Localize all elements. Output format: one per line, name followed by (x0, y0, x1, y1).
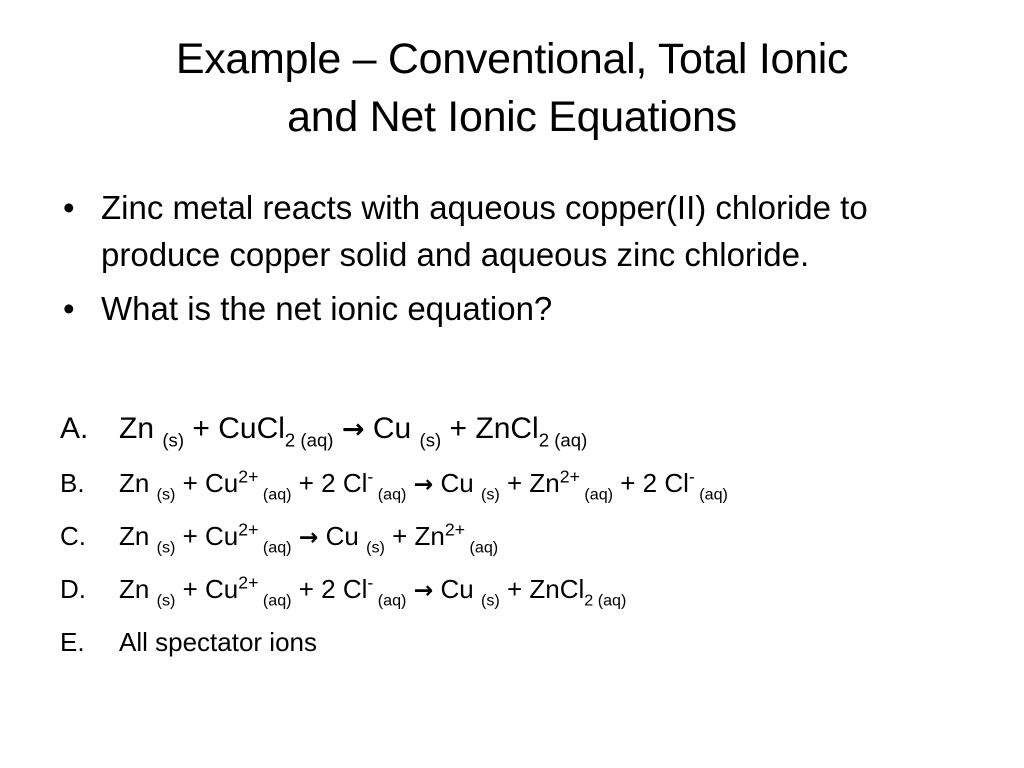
eq-superscript: - (688, 466, 695, 487)
eq-subscript: (aq) (258, 485, 292, 504)
eq-subscript: 2 (aq) (284, 429, 334, 451)
title-line-1: Example – Conventional, Total Ionic (175, 35, 849, 83)
option-letter: D. (60, 574, 86, 604)
eq-superscript: 2+ (238, 466, 259, 487)
equation (119, 519, 499, 557)
bullet-list (60, 184, 980, 339)
eq-text: Cu (372, 412, 420, 445)
eq-text: + 2 Cl (291, 468, 368, 498)
eq-subscript: (s) (156, 538, 176, 557)
equation (119, 466, 728, 504)
equation (119, 412, 588, 451)
option-e (60, 616, 1000, 668)
eq-subscript: (aq) (373, 591, 407, 610)
eq-subscript: (aq) (694, 485, 728, 504)
eq-subscript: 2 (aq) (584, 591, 627, 610)
reaction-arrow-icon: → (413, 470, 434, 498)
eq-subscript: (s) (480, 485, 500, 504)
option-text: All spectator ions (119, 627, 317, 657)
eq-text: + Cu (175, 521, 239, 551)
option-letter: E. (60, 627, 85, 657)
eq-subscript: (aq) (465, 538, 499, 557)
eq-superscript: 2+ (238, 519, 259, 540)
bullet-item-question (60, 285, 980, 332)
eq-text: + Zn (499, 468, 560, 498)
eq-text: + CuCl (184, 412, 285, 445)
eq-text: + ZnCl (441, 412, 539, 445)
eq-superscript: - (367, 572, 374, 593)
eq-subscript: (s) (419, 429, 442, 451)
option-b (60, 457, 1000, 510)
bullet-text: Zinc metal reacts with aqueous copper(II) chloride to produce copper solid and aqueous zinc chloride. (101, 189, 868, 273)
eq-text: + ZnCl (499, 574, 585, 604)
option-a (60, 404, 1000, 455)
eq-text: + Cu (175, 574, 239, 604)
title-line-2: and Net Ionic Equations (287, 93, 737, 141)
eq-subscript: (s) (156, 591, 176, 610)
answer-options (60, 404, 1000, 668)
equation (119, 572, 627, 610)
eq-subscript: (s) (480, 591, 500, 610)
option-letter: C. (60, 521, 86, 551)
eq-subscript: (aq) (258, 591, 292, 610)
bullet-text: What is the net ionic equation? (101, 290, 553, 327)
bullet-icon: • (63, 189, 75, 226)
option-d (60, 563, 1000, 616)
eq-subscript: 2 (aq) (538, 429, 588, 451)
bullet-item-question-context (60, 184, 980, 278)
slide-title (60, 30, 964, 146)
eq-superscript: 2+ (444, 519, 466, 540)
reaction-arrow-icon: → (341, 414, 365, 445)
reaction-arrow-icon: → (298, 523, 319, 551)
bullet-icon: • (63, 290, 75, 327)
eq-subscript: (s) (366, 538, 385, 557)
eq-superscript: - (367, 466, 374, 487)
option-c (60, 510, 1000, 563)
eq-text: + Cu (175, 468, 239, 498)
option-letter: B. (60, 468, 85, 498)
eq-subscript: (aq) (579, 485, 614, 504)
eq-text: Zn (119, 468, 157, 498)
eq-text: Cu (440, 574, 481, 604)
eq-superscript: 2+ (559, 466, 580, 487)
eq-subscript: (s) (156, 485, 176, 504)
reaction-arrow-icon: → (413, 576, 434, 604)
eq-subscript: (aq) (258, 538, 292, 557)
eq-text: + 2 Cl (613, 468, 689, 498)
eq-text: Zn (119, 574, 157, 604)
eq-superscript: 2+ (238, 572, 259, 593)
eq-text: Cu (440, 468, 481, 498)
eq-text: Zn (119, 521, 157, 551)
eq-subscript: (s) (162, 429, 185, 451)
eq-text: + 2 Cl (291, 574, 368, 604)
eq-text: + Zn (384, 521, 445, 551)
eq-text: Zn (119, 412, 163, 445)
eq-text: Cu (325, 521, 367, 551)
eq-subscript: (aq) (373, 485, 407, 504)
option-letter: A. (60, 412, 89, 445)
